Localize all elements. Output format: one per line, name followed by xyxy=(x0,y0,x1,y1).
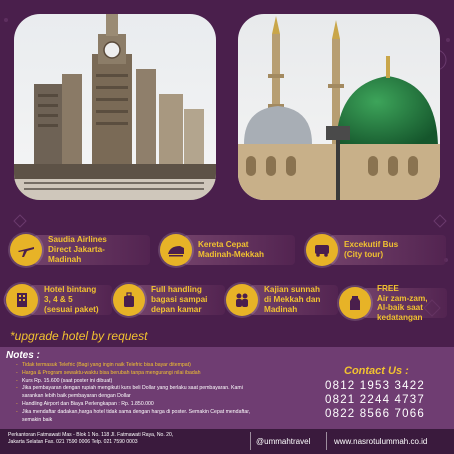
note-item: - Handling Airport dan Biaya Perlengkapan : Rp. 1.850.000 xyxy=(16,401,256,409)
feature-kajian xyxy=(226,284,338,316)
office-address xyxy=(8,432,173,447)
feature-label: Saudia Airlines Direct Jakarta- Madinah xyxy=(48,235,107,264)
feature-label: Kereta Cepat Madinah-Mekkah xyxy=(198,240,264,259)
feature-train xyxy=(160,234,295,266)
notes-title: Notes : xyxy=(6,350,40,361)
feature-label: Excekutif Bus (City tour) xyxy=(344,240,399,259)
feature-luggage xyxy=(113,284,225,316)
footer-divider xyxy=(326,432,327,450)
airplane-icon xyxy=(10,234,42,266)
feature-hotel xyxy=(6,284,112,316)
note-item: - Jika pembayaran dengan rupiah mengikuti kurs beli Dollar yang berlaku saat pembayaran. Kami sarankan lebih baik pembayaran dengan Dollar xyxy=(16,385,256,401)
people-icon xyxy=(226,284,258,316)
phone-number[interactable]: 0822 8566 7066 xyxy=(325,408,425,420)
address-line: Jakarta Selatan Fax. 021 7590 0006 Telp. 021 7590 0003 xyxy=(8,439,138,446)
footer-divider xyxy=(250,432,251,450)
feature-airline xyxy=(10,234,150,266)
train-icon xyxy=(160,234,192,266)
feature-bus xyxy=(306,234,446,266)
upgrade-note: *upgrade hotel by request xyxy=(10,329,148,343)
bus-icon xyxy=(306,234,338,266)
feature-zamzam xyxy=(339,284,447,323)
luggage-icon xyxy=(113,284,145,316)
feature-label: Kajian sunnah di Mekkah dan Madinah xyxy=(264,285,321,314)
notes-list xyxy=(16,362,256,424)
phone-number[interactable]: 0821 2244 4737 xyxy=(325,394,425,406)
feature-label: Hotel bintang 3, 4 & 5 (sesuai paket) xyxy=(44,285,99,314)
note-item: - Tidak termasuk Telefric (Bagi yang ingin naik Telefric bisa bayar ditempat) xyxy=(16,362,256,370)
phone-number[interactable]: 0812 1953 3422 xyxy=(325,380,425,392)
hotel-icon xyxy=(6,284,38,316)
website-link[interactable]: www.nasrotulummah.co.id xyxy=(334,437,428,446)
contact-title: Contact Us : xyxy=(344,365,409,377)
note-item: - Jika mendaftar dadakan,harga hotel tidak sama dengan harga di poster. Semakin Cepat mendaftar, semakin baik xyxy=(16,409,256,425)
makkah-clock-tower-photo xyxy=(14,14,216,200)
madinah-green-dome-photo xyxy=(238,14,440,200)
address-line: Perkantoran Fatmawati Mas - Blok 1 No. 118 Jl. Fatmawati Raya, No. 20, xyxy=(8,432,174,438)
feature-label: Full handling bagasi sampai depan kamar xyxy=(151,285,208,314)
instagram-handle[interactable]: @ummahtravel xyxy=(256,437,311,446)
note-item: - Harga & Program sewaktu-waktu bisa berubah tanpa mengurangi nilai ibadah xyxy=(16,370,256,378)
feature-label: FREE Air zam-zam, Al-baik saat kedatangan xyxy=(377,284,428,323)
note-item: - Kurs Rp. 15.600 (saat poster ini dibuat) xyxy=(16,378,256,386)
